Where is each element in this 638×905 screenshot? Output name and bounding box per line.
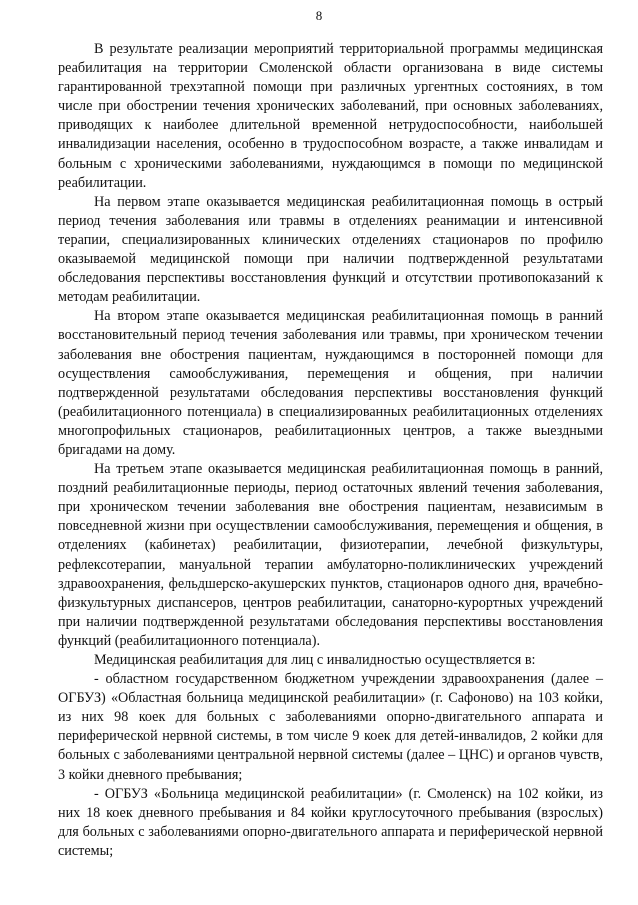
list-item-smolensk-hospital: - ОГБУЗ «Больница медицинской реабилитации» (г. Смоленск) на 102 койки, из них 18 коек дневного пребывания и 84 койки круглосуточного пребывания (взрослых) для больных с заболеваниями опорно-двигательного аппарата и периферической нервной системы; bbox=[58, 785, 603, 859]
paragraph-second-stage: На втором этапе оказывается медицинская реабилитационная помощь в ранний восстановительный период течения заболевания или травмы, при хроническом течении заболевания вне обострения пациентам, нуждающимся в посторонней помощи для осуществления самообслуживания, перемещения и общения, при наличии подтвержденной результатами обследования перспективы восстановления функций (реабилитационного потенциала) в специализированных реабилитационных отделениях многопрофильных стационаров, реабилитационных центров, а также выездными бригадами на дому. bbox=[58, 308, 603, 458]
paragraph-first-stage: На первом этапе оказывается медицинская реабилитационная помощь в острый период течения заболевания или травмы в отделениях реанимации и интенсивной терапии, специализированных клинических отделениях стационаров по профилю оказываемой медицинской помощи при наличии подтвержденной результатами обследования перспективы восстановления функций и отсутствии противопоказаний к методам реабилитации. bbox=[58, 193, 603, 306]
body-text bbox=[58, 40, 603, 861]
paragraph-results: В результате реализации мероприятий территориальной программы медицинская реабилитация на территории Смоленской области организована в виде системы гарантированной трехэтапной помощи при различных ургентных состояниях, в том числе при обострении течения хронических заболеваний, при основных заболеваниях, приводящих к наиболее длительной временной нетрудоспособности, наибольшей инвалидизации населения, особенно в трудоспособном возрасте, а также инвалидам и больным с хроническими заболеваниями, нуждающимся в помощи по медицинской реабилитации. bbox=[58, 41, 603, 191]
page-number: 8 bbox=[315, 8, 323, 23]
paragraph-third-stage: На третьем этапе оказывается медицинская реабилитационная помощь в ранний, поздний реабилитационные периоды, период остаточных явлений течения заболевания, при хроническом течении заболевания вне обострения пациентам, независимым в повседневной жизни при осуществлении самообслуживания, перемещения и общения, в отделениях (кабинетах) реабилитации, физиотерапии, лечебной физкультуры, рефлексотерапии, мануальной терапии амбулаторно-поликлинических учреждений здравоохранения, фельдшерско-акушерских пунктов, стационаров одного дня, врачебно-физкультурных диспансеров, центров реабилитации, санаторно-курортных учреждений при наличии подтвержденной результатами обследования перспективы восстановления функций (реабилитационного потенциала). bbox=[58, 461, 603, 649]
list-item-safonovo-hospital: - областном государственном бюджетном учреждении здравоохранения (далее – ОГБУЗ) «Областная больница медицинской реабилитации» (г. Сафоново) на 103 койки, из них 98 коек для больных с заболеваниями опорно-двигательного аппарата и периферической нервной системы, в том числе 9 коек для детей-инвалидов, 2 койки для больных с заболеваниями центральной нервной системы (далее – ЦНС) и органов чувств, 3 койки дневного пребывания; bbox=[58, 671, 603, 783]
paragraph-disability-intro: Медицинская реабилитация для лиц с инвалидностью осуществляется в: bbox=[94, 652, 536, 668]
